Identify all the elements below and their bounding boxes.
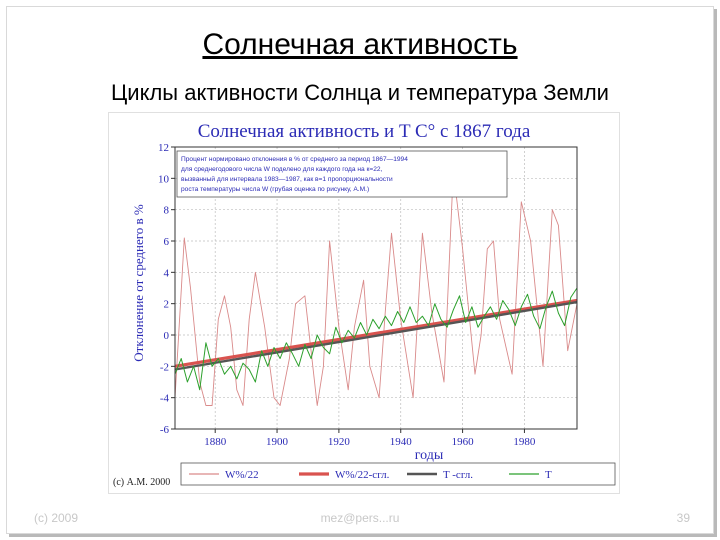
y-tick-label: 6	[163, 236, 169, 248]
legend-label-wolf-smooth: W%/22-сгл.	[335, 469, 390, 481]
legend-label-temp: T	[545, 469, 552, 481]
annotation-line-3: вызванный для интервала 1983—1987, как в=1 пропорциональности	[181, 176, 393, 183]
y-tick-label: -2	[159, 361, 169, 374]
annotation-line-2: для среднегодового числа W поделено для каждого года на к=22,	[181, 166, 383, 173]
y-tick-label: 2	[163, 298, 169, 311]
x-tick-label: 1900	[266, 436, 289, 448]
chart-svg	[109, 113, 619, 493]
x-tick-label: 1880	[204, 436, 227, 448]
y-tick-label: 10	[158, 173, 169, 186]
annotation-box	[177, 151, 507, 197]
x-axis-label: годы	[414, 448, 444, 463]
legend-label-wolf: W%/22	[225, 469, 259, 481]
x-tick-label: 1940	[389, 436, 412, 448]
series-line-wolf-smooth	[175, 301, 577, 367]
legend-label-temp-smooth: T -сгл.	[443, 469, 474, 481]
legend-box	[181, 463, 615, 485]
y-tick-label: 8	[163, 204, 169, 217]
chart-figure	[108, 112, 620, 494]
y-tick-label: 12	[158, 142, 169, 154]
y-tick-label: 4	[163, 267, 169, 280]
series-layer	[175, 171, 577, 406]
series-line-temp-smooth	[175, 302, 577, 369]
x-tick-label: 1920	[327, 436, 350, 448]
annotation-line-4: роста температуры числа W (грубая оценка по рисунку, А.М.)	[181, 186, 370, 193]
footer-email: mez@pers...ru	[320, 511, 400, 525]
slide-title: Солнечная активность	[202, 28, 518, 61]
page-number: 39	[676, 511, 690, 525]
x-tick-label: 1980	[513, 436, 536, 448]
y-tick-label: 0	[163, 330, 169, 342]
series-line-wolf	[175, 171, 577, 406]
y-tick-label: -6	[159, 424, 169, 436]
chart-title: Солнечная активность и T С° с 1867 года	[197, 121, 531, 142]
annotation-line-1: Процент нормировано отклонения в % от среднего за период 1867—1994	[181, 156, 408, 163]
slide-subtitle: Циклы активности Солнца и температура Земли	[111, 80, 609, 105]
footer-year: (c) 2009	[34, 511, 79, 525]
x-tick-label: 1960	[451, 436, 474, 448]
y-tick-label: -4	[159, 392, 169, 405]
y-axis-label: Отклонение от среднего в %	[131, 204, 146, 362]
copyright-label: (c) А.М. 2000	[113, 477, 171, 488]
